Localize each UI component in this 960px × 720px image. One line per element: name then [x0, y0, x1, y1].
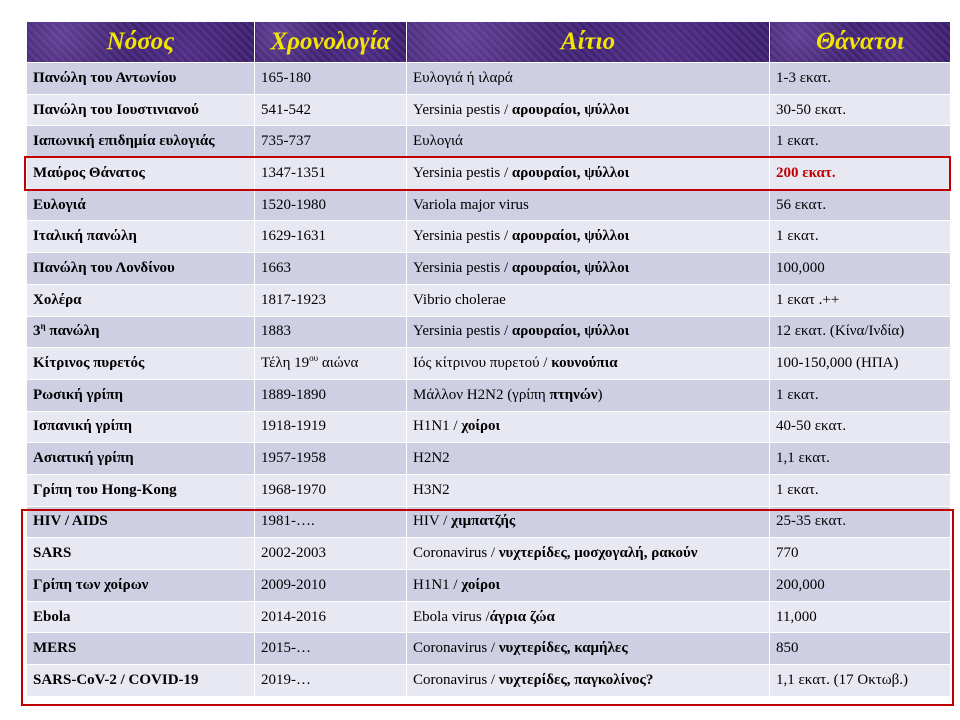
cell-years: Τέλη $19^{o\upsilon}$ αιώνα — [255, 348, 407, 380]
pandemics-table — [26, 21, 951, 697]
cell-disease: Πανώλη του Αντωνίου — [27, 63, 255, 95]
cause-vector: αρουραίοι, ψύλλοι — [511, 323, 630, 340]
cell-years: 541-542 — [255, 94, 407, 126]
header-cause: Αίτιο — [407, 22, 770, 63]
cell-deaths: 100,000 — [770, 253, 951, 285]
cell-deaths: 25-35 εκατ. — [770, 506, 951, 538]
table-row — [27, 506, 951, 538]
cell-years: 2015-… — [255, 633, 407, 665]
table-row — [27, 316, 951, 348]
cause-vector: χοίροι — [461, 418, 501, 435]
cause-vector: νυχτερίδες, μοσχογαλή, ρακούν — [498, 545, 698, 562]
cause-agent: Ιός κίτρινου πυρετού / — [413, 355, 552, 372]
cause-agent: Variola major virus — [413, 196, 529, 213]
cell-deaths: 200 εκατ. — [770, 158, 951, 190]
cell-cause — [407, 158, 770, 190]
table-body — [27, 63, 951, 697]
cell-cause — [407, 348, 770, 380]
cell-cause — [407, 411, 770, 443]
cell-cause — [407, 474, 770, 506]
cause-agent: Yersinia pestis / — [413, 323, 512, 340]
cause-vector: αρουραίοι, ψύλλοι — [511, 164, 630, 181]
cell-cause — [407, 94, 770, 126]
cell-disease: Ισπανική γρίπη — [27, 411, 255, 443]
cell-disease: Ιταλική πανώλη — [27, 221, 255, 253]
cell-cause — [407, 506, 770, 538]
cell-years: 1817-1923 — [255, 284, 407, 316]
cell-years: 1883 — [255, 316, 407, 348]
cell-deaths: 200,000 — [770, 570, 951, 602]
cause-agent: Yersinia pestis / — [413, 164, 512, 181]
cell-deaths: 1-3 εκατ. — [770, 63, 951, 95]
table-row — [27, 189, 951, 221]
cell-years: 2019-… — [255, 665, 407, 697]
cell-cause — [407, 316, 770, 348]
cause-vector: αρουραίοι, ψύλλοι — [511, 259, 630, 276]
cell-cause — [407, 221, 770, 253]
cause-agent: Coronavirus / — [413, 640, 499, 657]
cell-years: 2009-2010 — [255, 570, 407, 602]
header-deaths: Θάνατοι — [770, 22, 951, 63]
cell-deaths: 770 — [770, 538, 951, 570]
cell-disease: Πανώλη του Λονδίνου — [27, 253, 255, 285]
cell-disease: Μαύρος Θάνατος — [27, 158, 255, 190]
cause-agent: H2N2 — [413, 450, 450, 467]
cell-disease: Γρίπη του Hong-Kong — [27, 474, 255, 506]
table-row — [27, 94, 951, 126]
cell-disease: SARS-CoV-2 / COVID-19 — [27, 665, 255, 697]
cause-agent: Ευλογιά — [413, 133, 463, 150]
cause-agent: Yersinia pestis / — [413, 259, 512, 276]
cause-vector: πτηνών — [549, 386, 598, 403]
cell-deaths: 1 εκατ. — [770, 221, 951, 253]
table-row — [27, 348, 951, 380]
cell-deaths: 1 εκατ .++ — [770, 284, 951, 316]
cell-years: 1981-…. — [255, 506, 407, 538]
cause-agent: HIV / — [413, 513, 452, 530]
cell-years: 735-737 — [255, 126, 407, 158]
table-row — [27, 253, 951, 285]
cause-vector: αρουραίοι, ψύλλοι — [511, 228, 630, 245]
cell-disease: Χολέρα — [27, 284, 255, 316]
cell-cause — [407, 570, 770, 602]
cell-deaths: 11,000 — [770, 601, 951, 633]
cell-cause — [407, 443, 770, 475]
cell-disease: Γρίπη των χοίρων — [27, 570, 255, 602]
cause-tail: ) — [597, 386, 603, 403]
cell-years: 1957-1958 — [255, 443, 407, 475]
cell-cause — [407, 253, 770, 285]
table-row — [27, 284, 951, 316]
cell-disease: SARS — [27, 538, 255, 570]
cell-cause — [407, 63, 770, 95]
cell-disease: HIV / AIDS — [27, 506, 255, 538]
cell-deaths: 1,1 εκατ. — [770, 443, 951, 475]
table-row — [27, 633, 951, 665]
cause-agent: Ευλογιά ή ιλαρά — [413, 69, 513, 86]
cause-vector: αρουραίοι, ψύλλοι — [511, 101, 630, 118]
cell-disease: Κίτρινος πυρετός — [27, 348, 255, 380]
table-row — [27, 443, 951, 475]
table-row — [27, 665, 951, 697]
cell-cause — [407, 633, 770, 665]
cell-deaths: 40-50 εκατ. — [770, 411, 951, 443]
cause-agent: H1N1 / — [413, 576, 462, 593]
cell-years: 1968-1970 — [255, 474, 407, 506]
cell-years: 1520-1980 — [255, 189, 407, 221]
cell-deaths: 56 εκατ. — [770, 189, 951, 221]
cell-deaths: 1 εκατ. — [770, 126, 951, 158]
cell-disease: Ebola — [27, 601, 255, 633]
cause-vector: νυχτερίδες, καμήλες — [498, 640, 628, 657]
cell-disease: Ρωσική γρίπη — [27, 379, 255, 411]
cell-deaths: 12 εκατ. (Κίνα/Ινδία) — [770, 316, 951, 348]
cause-agent: Coronavirus / — [413, 545, 499, 562]
cause-agent: H3N2 — [413, 481, 450, 498]
header-disease: Νόσος — [27, 22, 255, 63]
table-row — [27, 63, 951, 95]
cause-agent: Ebola virus / — [413, 608, 490, 625]
cell-years: 1663 — [255, 253, 407, 285]
cell-years: 165-180 — [255, 63, 407, 95]
table-row — [27, 221, 951, 253]
cell-years: 2014-2016 — [255, 601, 407, 633]
cause-agent: Vibrio cholerae — [413, 291, 506, 308]
cause-agent: H1N1 / — [413, 418, 462, 435]
cause-agent: Μάλλον H2N2 (γρίπη — [413, 386, 550, 403]
cell-deaths: 1,1 εκατ. (17 Οκτωβ.) — [770, 665, 951, 697]
cause-vector: κουνούπια — [551, 355, 618, 372]
cell-cause — [407, 189, 770, 221]
table-row — [27, 538, 951, 570]
cause-agent: Coronavirus / — [413, 671, 499, 688]
cell-disease: $3^\eta$ πανώλη — [27, 316, 255, 348]
cell-cause — [407, 665, 770, 697]
cause-vector: άγρια ζώα — [489, 608, 555, 625]
cause-vector: χιμπατζής — [451, 513, 516, 530]
cause-agent: Yersinia pestis / — [413, 101, 512, 118]
cell-years: 1889-1890 — [255, 379, 407, 411]
cell-years: 1918-1919 — [255, 411, 407, 443]
cell-years: 1629-1631 — [255, 221, 407, 253]
cell-cause — [407, 284, 770, 316]
cell-disease: Πανώλη του Ιουστινιανού — [27, 94, 255, 126]
table-row — [27, 601, 951, 633]
table-row — [27, 474, 951, 506]
cause-vector: νυχτερίδες, παγκολίνος? — [498, 671, 654, 688]
cell-years: 2002-2003 — [255, 538, 407, 570]
cell-disease: MERS — [27, 633, 255, 665]
cell-deaths: 100-150,000 (ΗΠΑ) — [770, 348, 951, 380]
cell-deaths: 850 — [770, 633, 951, 665]
cell-cause — [407, 379, 770, 411]
cell-deaths: 1 εκατ. — [770, 474, 951, 506]
header-row — [27, 22, 951, 63]
header-years: Χρονολογία — [255, 22, 407, 63]
cell-cause — [407, 538, 770, 570]
table-row — [27, 570, 951, 602]
cell-disease: Ευλογιά — [27, 189, 255, 221]
cell-disease: Ιαπωνική επιδημία ευλογιάς — [27, 126, 255, 158]
cell-disease: Ασιατική γρίπη — [27, 443, 255, 475]
pandemics-table-container — [26, 21, 950, 697]
table-row — [27, 411, 951, 443]
cell-cause — [407, 126, 770, 158]
cause-vector: χοίροι — [461, 576, 501, 593]
table-row — [27, 126, 951, 158]
cell-deaths: 1 εκατ. — [770, 379, 951, 411]
cell-years: 1347-1351 — [255, 158, 407, 190]
cell-deaths: 30-50 εκατ. — [770, 94, 951, 126]
cell-cause — [407, 601, 770, 633]
cause-agent: Yersinia pestis / — [413, 228, 512, 245]
table-row — [27, 379, 951, 411]
table-row — [27, 158, 951, 190]
